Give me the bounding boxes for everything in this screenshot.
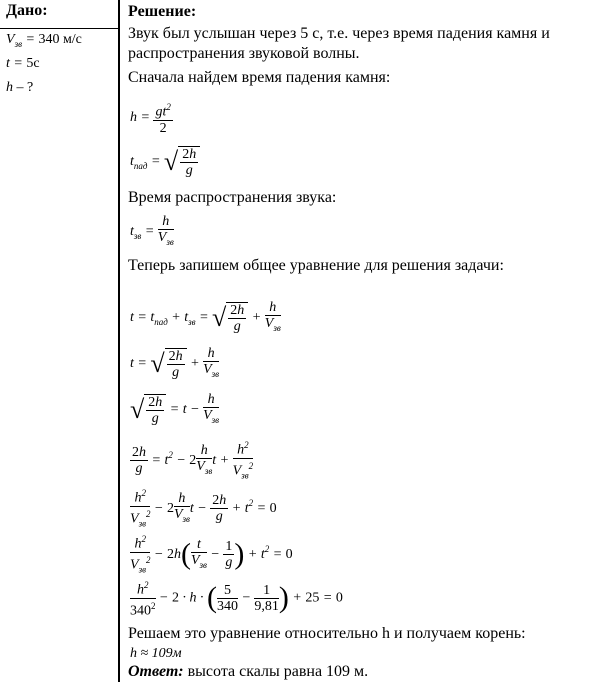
formula-step-1: t = √ $\frac{2h}{g}$ + $\frac{h}{V_{зв}}$ [130, 346, 220, 380]
given-section [6, 2, 116, 20]
formula-sound-time: $t_{зв}$ = $\frac{h}{V_{зв}}$ [130, 214, 174, 247]
formula-step-6: $\frac{h^2}{340^2}$ − 2 · h · ( $\frac{5}{340}$ − $\frac{1}{9,81}$ ) + 25 = 0 [130, 580, 343, 619]
paragraph-4: Теперь запишем общее уравнение для решения задачи: [128, 257, 504, 274]
solution-header: Решение: [128, 3, 197, 20]
given-speed: $V_{зв} = 340$ м/с [6, 32, 82, 49]
formula-step-2: √ $\frac{2h}{g}$ = t − $\frac{h}{V_{зв}}$ [130, 392, 220, 426]
result-value: h ≈ 109м [130, 646, 182, 661]
given-time: t = 5с [6, 56, 40, 71]
formula-general: $t = t_{пад} + t_{зв}$ = √ $\frac{2h}{g}$ + $\frac{h}{V_{зв}}$ [130, 300, 281, 334]
paragraph-5: Решаем это уравнение относительно h и получаем корень: [128, 625, 526, 642]
given-header: Дано: [6, 2, 48, 19]
formula-step-3: $\frac{2h}{g}$ = $t^2 - 2$ $\frac{h}{V_{зв}}$ t + $\frac{h^2}{V_{зв}^2}$ [132, 440, 254, 481]
paragraph-2: Сначала найдем время падения камня: [128, 69, 391, 86]
given-find: h – ? [6, 80, 34, 95]
formula-height: h = $\frac{gt^2}{2}$ [130, 102, 171, 136]
column-divider [118, 0, 120, 682]
formula-step-4: $\frac{h^2}{V_{зв}^2}$ − 2 $\frac{h}{V_{зв}}$ t − $\frac{2h}{g}$ + $t^2 = 0$ [130, 488, 277, 529]
given-divider [0, 28, 118, 29]
solution-header-wrap [128, 2, 598, 22]
answer-line [128, 662, 598, 682]
formula-step-5: $\frac{h^2}{V_{зв}^2}$ − 2h( $\frac{t}{V_{зв}}$ − $\frac{1}{g}$ ) + $t^2 = 0$ [130, 534, 293, 575]
paragraph-3: Время распространения звука: [128, 189, 337, 206]
paragraph-1: Звук был услышан через 5 с, т.е. через время падения камня и распространения звуковой волны. [128, 25, 550, 62]
formula-fall-time: $t_{пад}$ = √ $\frac{2h}{g}$ [130, 146, 200, 178]
answer-label: Ответ: [128, 663, 184, 680]
answer-text: высота скалы равна 109 м. [187, 663, 369, 680]
